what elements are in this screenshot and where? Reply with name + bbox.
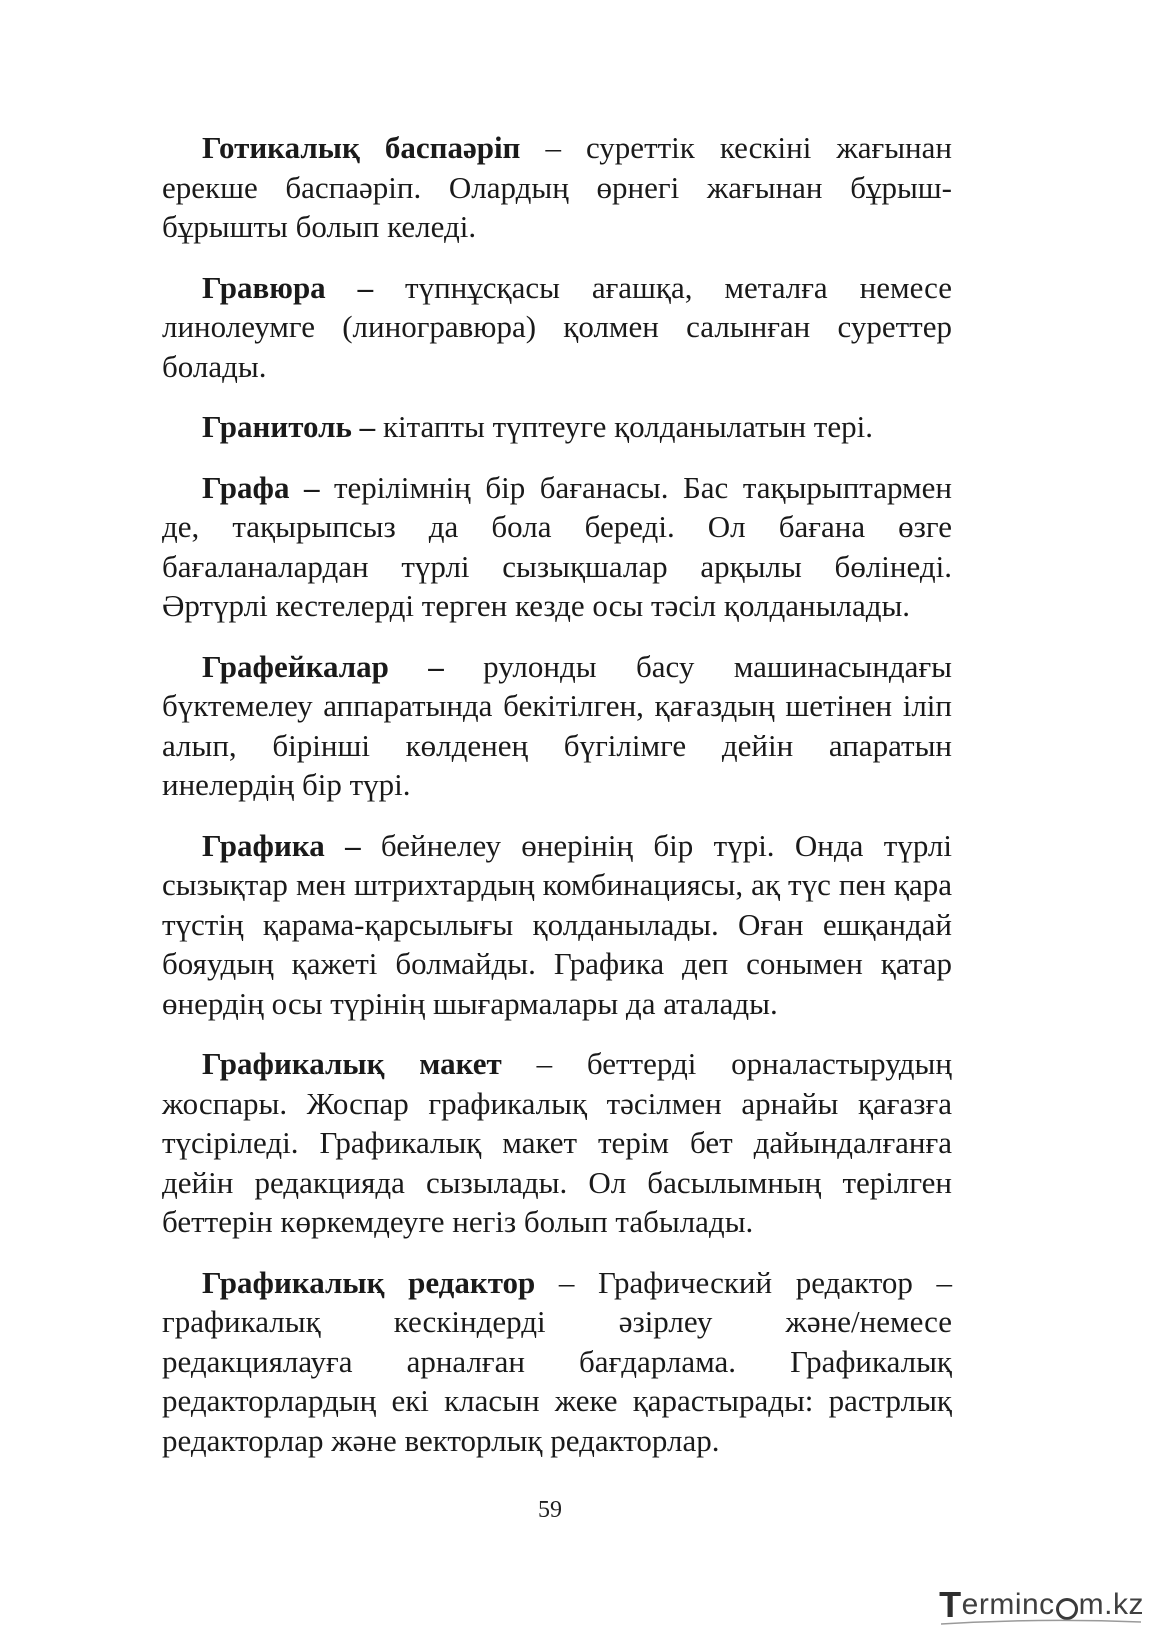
entry-grafa [162,468,952,626]
entry-definition: бейнелеу өнерінің бір түрі. Онда түрлі сызықтар мен штрихтардың комбинациясы, ақ түс пен қара түстің қарама-қарсылығы қолданылады. Оған ешқандай бояудың қажеті болмайды. Графика деп сонымен қатар өнердің осы түрінің шығармалары да аталады. [162,827,952,1021]
watermark-text-end: m.kz [1078,1588,1144,1621]
watermark-circle-icon [1056,1598,1078,1620]
watermark-text-c: c [1039,1588,1055,1621]
entry-definition: терілімнің бір бағанасы. Бас тақырыптармен де, тақырыпсыз да бола береді. Ол бағана өзге бағаланалардан түрлі сызықшалар арқылы бөлінеді. Әртүрлі кестелерді терген кезде осы тәсіл қолданылады. [162,469,952,623]
watermark-text-middle: ermin [961,1588,1040,1621]
entry-term: Графикалық редактор [202,1264,536,1300]
entry-definition: түпнұсқасы ағашқа, металға немесе линолеумге (линогравюра) қолмен салынған суреттер болады. [162,269,953,384]
entry-gothic-typeface [162,128,952,247]
entry-definition: – Графический редактор – графикалық кескіндерді әзірлеу және/немесе редакциялауға арналған бағдарлама. Графикалық редакторлардың екі класын жеке қарастырады: растрлық редакторлар және векторлық редакторлар. [162,1264,953,1458]
entry-grafeikalar [162,647,952,805]
page-content [162,128,952,1481]
page-number: 59 [538,1497,562,1523]
entry-granitol [162,407,952,447]
entry-term: Гравюра – [202,269,374,305]
entry-graphic-layout [162,1044,952,1242]
termincom-watermark-logo [939,1583,1144,1627]
entry-term: Готикалық баспаәріп [202,130,521,165]
entry-engraving [162,268,952,387]
entry-definition: кітапты түптеуге қолданылатын тері. [375,409,873,444]
entry-term: Гранитоль – [202,409,376,444]
entry-term: Графикалық макет [202,1046,502,1081]
entry-term: Графейкалар – [202,648,444,684]
entry-definition: – суреттік кескіні жағынан ерекше баспаәріп. Олардың өрнегі жағынан бұрыш-бұрышты болып келеді. [162,130,952,244]
entry-grafika [162,826,952,1024]
watermark-first-letter: T [939,1584,962,1625]
watermark-swoosh-icon [941,1619,1141,1625]
entry-term: Графа – [202,469,320,505]
entry-term: Графика – [202,827,361,863]
entry-graphic-editor [162,1263,952,1461]
entry-definition: – беттерді орналастырудың жоспары. Жоспар графикалық тәсілмен арнайы қағазға түсіріледі. Графикалық макет терім бет дайындалғанға дейін редакцияда сызылады. Ол басылымның терілген беттерін көркемдеуге негіз болып табылады. [162,1046,952,1239]
entry-definition: рулонды басу машинасындағы бүктемелеу аппаратында бекітілген, қағаздың шетінен іліп алып, бірінші көлденең бүгілімге дейін апаратын инелердің бір түрі. [162,648,952,802]
